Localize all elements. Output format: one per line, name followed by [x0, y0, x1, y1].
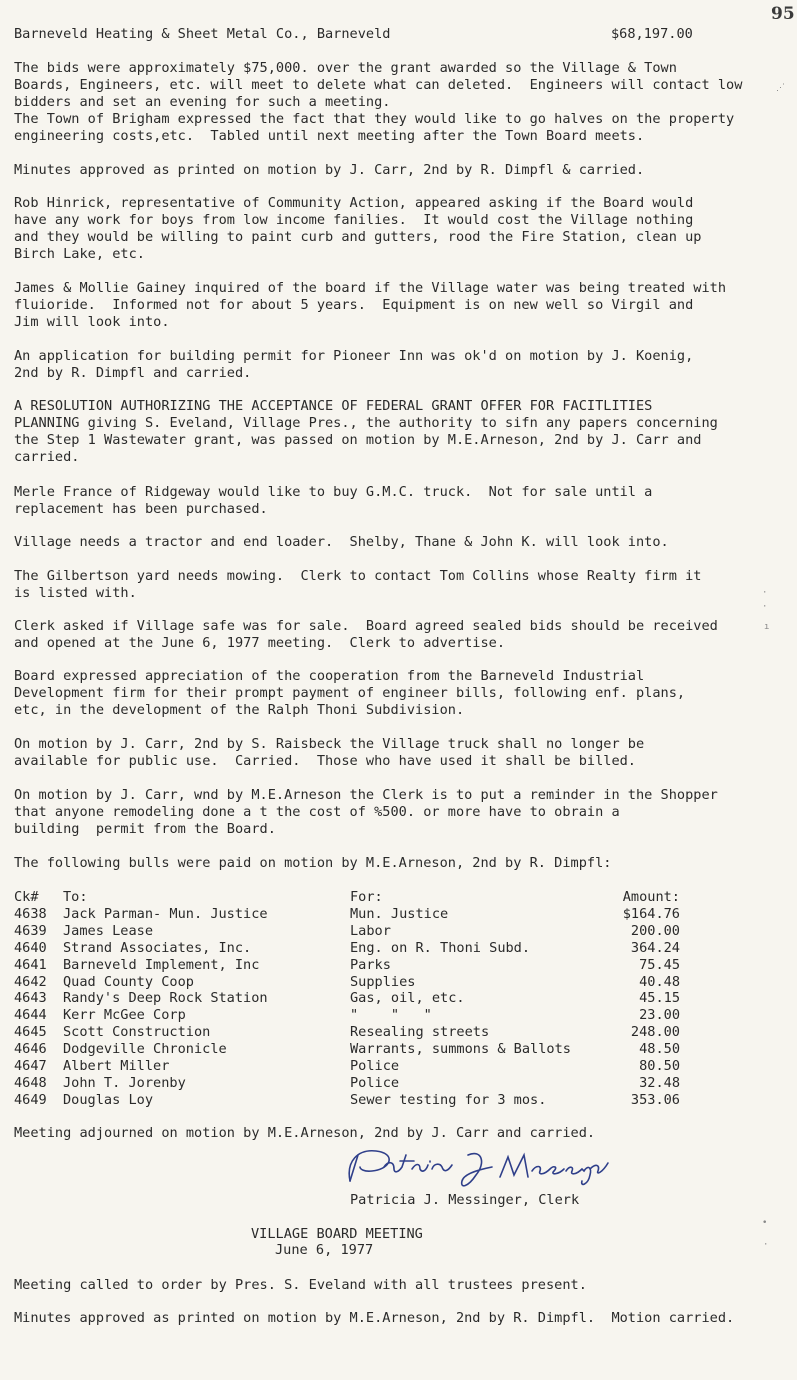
remodeling-paragraph-line: that anyone remodeling done a t the cost of %500. or more have to obrain a — [14, 803, 620, 820]
table-row-to: Dodgeville Chronicle — [63, 1041, 227, 1058]
called-to-order-line: Meeting called to order by Pres. S. Eveland with all trustees present. — [14, 1277, 587, 1293]
meeting-date: June 6, 1977 — [275, 1242, 374, 1258]
remodeling-paragraph-line: On motion by J. Carr, wnd by M.E.Arneson the Clerk is to put a reminder in the Shopper — [14, 787, 718, 803]
table-row-to: Strand Associates, Inc. — [63, 939, 252, 956]
table-row-for: Gas, oil, etc. — [350, 990, 465, 1007]
table-row-amount: $164.76 — [622, 905, 680, 922]
table-row-ck: 4646 — [14, 1041, 47, 1058]
table-row-to: Jack Parman- Mun. Justice — [63, 905, 268, 922]
table-header-to: To: — [63, 889, 88, 905]
table-row-for: Sewer testing for 3 mos. — [350, 1091, 547, 1108]
table-row-for: Parks — [350, 956, 391, 973]
header-vendor: Barneveld Heating & Sheet Metal Co., Barneveld — [14, 26, 391, 42]
table-header-amount: Amount: — [622, 889, 680, 905]
table-header-for: For: — [350, 889, 383, 905]
community-action-paragraph-line: Rob Hinrick, representative of Community Action, appeared asking if the Board would — [14, 195, 694, 211]
bids-paragraph-line: The Town of Brigham expressed the fact that they would like to go halves on the property — [14, 110, 735, 127]
community-action-paragraph-line: Birch Lake, etc. — [14, 245, 145, 262]
appreciation-paragraph-line: Development firm for their prompt payment of engineer bills, following enf. plans, — [14, 684, 686, 701]
table-row-for: Eng. on R. Thoni Subd. — [350, 939, 531, 956]
table-row-for: Supplies — [350, 973, 416, 990]
table-row-ck: 4642 — [14, 973, 47, 990]
table-row-amount: 40.48 — [639, 973, 680, 990]
adjourned-line: Meeting adjourned on motion by M.E.Arneson, 2nd by J. Carr and carried. — [14, 1125, 596, 1141]
mowing-paragraph-line: is listed with. — [14, 584, 137, 601]
table-row-amount: 23.00 — [639, 1007, 680, 1024]
table-header-ck: Ck# — [14, 889, 39, 905]
table-row-for: Police — [350, 1074, 400, 1091]
truck-sale-paragraph-line: replacement has been purchased. — [14, 500, 268, 517]
minutes-approved-paragraph-line: Minutes approved as printed on motion by J. Carr, 2nd by R. Dimpfl & carried. — [14, 162, 645, 178]
table-row-amount: 248.00 — [630, 1024, 680, 1041]
resolution-paragraph-line: carried. — [14, 448, 80, 465]
building-permit-paragraph-line: 2nd by R. Dimpfl and carried. — [14, 364, 252, 381]
table-row-to: Kerr McGee Corp — [63, 1007, 186, 1024]
bids-paragraph-line: bidders and set an evening for such a meeting. — [14, 93, 391, 110]
table-row-amount: 32.48 — [639, 1074, 680, 1091]
community-action-paragraph-line: have any work for boys from low income fanilies. It would cost the Village nothing — [14, 211, 694, 228]
margin-mark: ⋰ — [776, 83, 785, 93]
table-row-ck: 4649 — [14, 1091, 47, 1108]
table-row-ck: 4648 — [14, 1074, 47, 1091]
village-truck-paragraph-line: available for public use. Carried. Those who have used it shall be billed. — [14, 752, 636, 769]
margin-mark: · — [762, 588, 768, 598]
fluoride-paragraph-line: Jim will look into. — [14, 313, 170, 330]
clerk-name: Patricia J. Messinger, Clerk — [350, 1192, 580, 1208]
table-row-ck: 4639 — [14, 922, 47, 939]
minutes-approved-line: Minutes approved as printed on motion by M.E.Arneson, 2nd by R. Dimpfl. Motion carried. — [14, 1310, 735, 1326]
table-row-to: Scott Construction — [63, 1024, 211, 1041]
safe-paragraph-line: and opened at the June 6, 1977 meeting. Clerk to advertise. — [14, 634, 506, 651]
table-row-to: Randy's Deep Rock Station — [63, 990, 268, 1007]
table-row-amount: 45.15 — [639, 990, 680, 1007]
table-row-to: Barneveld Implement, Inc — [63, 956, 260, 973]
table-row-ck: 4638 — [14, 905, 47, 922]
bids-paragraph-line: Boards, Engineers, etc. will meet to delete what can deleted. Engineers will contact low — [14, 76, 743, 93]
table-row-ck: 4643 — [14, 990, 47, 1007]
table-row-for: " " " — [350, 1007, 432, 1024]
fluoride-paragraph-line: James & Mollie Gainey inquired of the board if the Village water was being treated with — [14, 280, 727, 296]
resolution-paragraph-line: A RESOLUTION AUTHORIZING THE ACCEPTANCE OF FEDERAL GRANT OFFER FOR FACITLITIES — [14, 398, 653, 414]
margin-mark: · — [763, 1240, 769, 1250]
appreciation-paragraph-line: Board expressed appreciation of the cooperation from the Barneveld Industrial — [14, 668, 645, 684]
resolution-paragraph-line: PLANNING giving S. Eveland, Village Pres., the authority to sifn any papers concerning — [14, 414, 718, 431]
table-row-amount: 200.00 — [630, 922, 680, 939]
community-action-paragraph-line: and they would be willing to paint curb and gutters, rood the Fire Station, clean up — [14, 228, 702, 245]
margin-mark: · — [762, 602, 768, 612]
table-row-amount: 353.06 — [630, 1091, 680, 1108]
margin-mark: • — [762, 1218, 768, 1228]
table-row-for: Police — [350, 1058, 400, 1074]
table-row-amount: 75.45 — [639, 956, 680, 973]
building-permit-paragraph-line: An application for building permit for Pioneer Inn was ok'd on motion by J. Koenig, — [14, 348, 694, 364]
resolution-paragraph-line: the Step 1 Wastewater grant, was passed on motion by M.E.Arneson, 2nd by J. Carr and — [14, 431, 702, 448]
table-row-for: Warrants, summons & Ballots — [350, 1041, 571, 1058]
table-row-for: Mun. Justice — [350, 905, 449, 922]
bids-paragraph-line: The bids were approximately $75,000. over the grant awarded so the Village & Town — [14, 60, 677, 76]
tractor-paragraph-line: Village needs a tractor and end loader. Shelby, Thane & John K. will look into. — [14, 534, 669, 550]
table-row-ck: 4644 — [14, 1007, 47, 1024]
table-row-for: Labor — [350, 922, 391, 939]
page-number: 95 — [771, 4, 795, 24]
truck-sale-paragraph-line: Merle France of Ridgeway would like to buy G.M.C. truck. Not for sale until a — [14, 484, 653, 500]
table-row-ck: 4645 — [14, 1024, 47, 1041]
bills-intro-paragraph-line: The following bulls were paid on motion by M.E.Arneson, 2nd by R. Dimpfl: — [14, 855, 612, 871]
table-row-to: Douglas Loy — [63, 1091, 154, 1108]
handwritten-signature — [336, 1141, 618, 1195]
meeting-title: VILLAGE BOARD MEETING — [251, 1226, 423, 1242]
table-row-to: Quad County Coop — [63, 973, 194, 990]
table-row-ck: 4647 — [14, 1058, 47, 1074]
header-amount: $68,197.00 — [611, 26, 693, 42]
table-row-to: John T. Jorenby — [63, 1074, 186, 1091]
table-row-ck: 4641 — [14, 956, 47, 973]
table-row-ck: 4640 — [14, 939, 47, 956]
table-row-amount: 364.24 — [630, 939, 680, 956]
table-row-to: James Lease — [63, 922, 154, 939]
appreciation-paragraph-line: etc, in the development of the Ralph Thoni Subdivision. — [14, 701, 465, 718]
margin-mark: ı — [764, 622, 770, 632]
table-row-for: Resealing streets — [350, 1024, 490, 1041]
safe-paragraph-line: Clerk asked if Village safe was for sale. Board agreed sealed bids should be received — [14, 618, 718, 634]
bids-paragraph-line: engineering costs,etc. Tabled until next meeting after the Town Board meets. — [14, 127, 645, 144]
table-row-amount: 80.50 — [639, 1058, 680, 1074]
fluoride-paragraph-line: fluioride. Informed not for about 5 years. Equipment is on new well so Virgil and — [14, 296, 694, 313]
remodeling-paragraph-line: building permit from the Board. — [14, 820, 276, 837]
mowing-paragraph-line: The Gilbertson yard needs mowing. Clerk to contact Tom Collins whose Realty firm it — [14, 568, 702, 584]
table-row-to: Albert Miller — [63, 1058, 170, 1074]
village-truck-paragraph-line: On motion by J. Carr, 2nd by S. Raisbeck the Village truck shall no longer be — [14, 736, 645, 752]
table-row-amount: 48.50 — [639, 1041, 680, 1058]
